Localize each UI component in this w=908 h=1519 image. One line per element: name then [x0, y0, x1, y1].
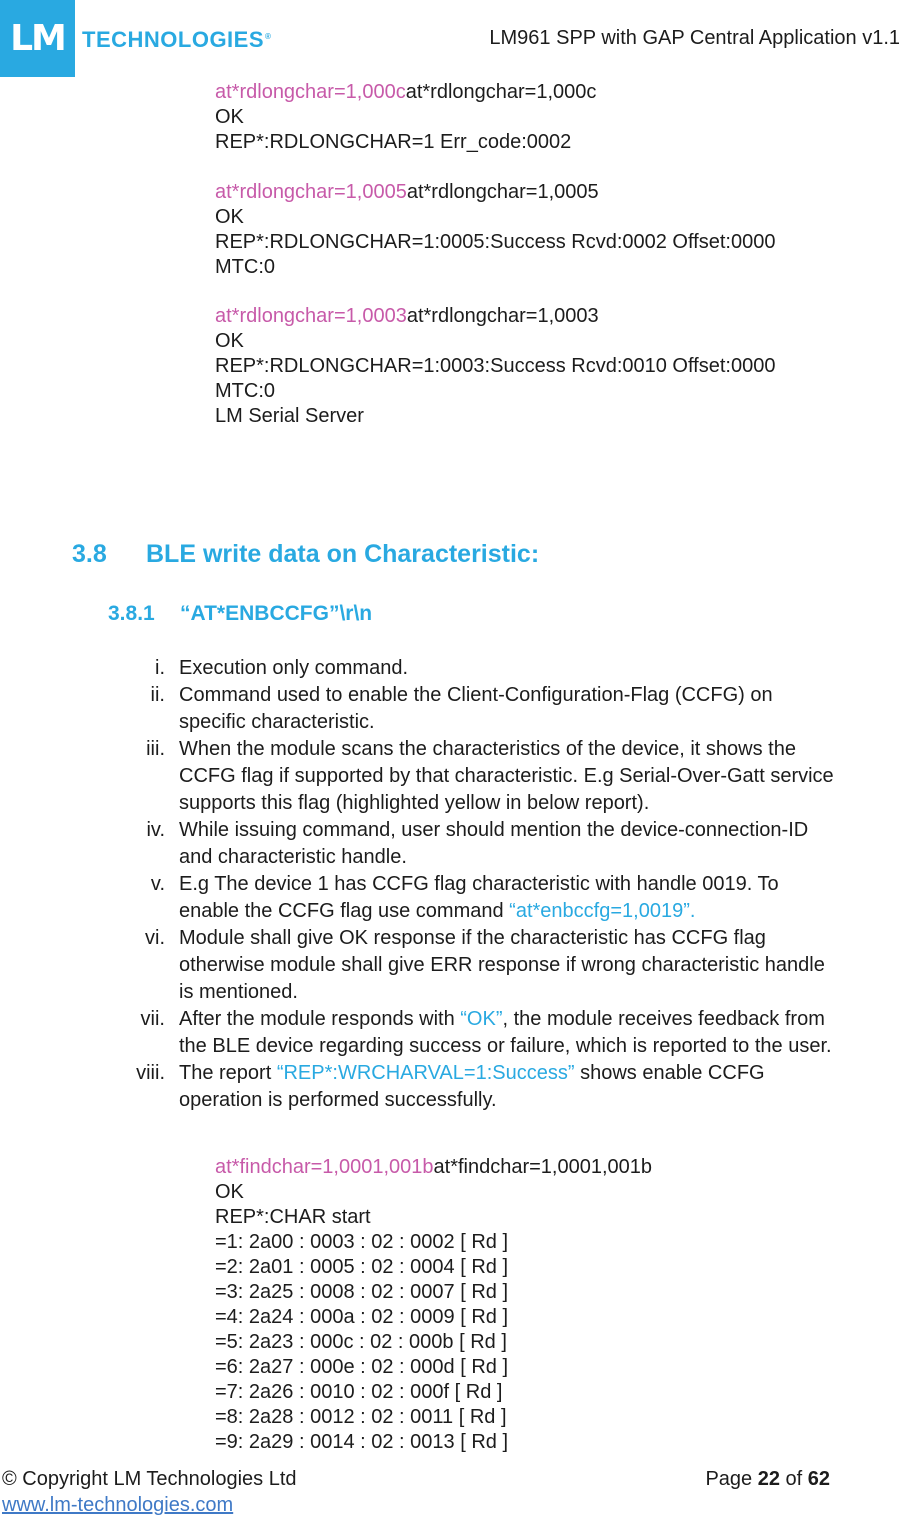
log-line [215, 1405, 507, 1429]
list-item-number: vi. [145, 927, 165, 949]
log-text: OK [215, 106, 244, 128]
echoed-command: at*rdlongchar=1,0005 [215, 181, 407, 203]
highlighted-command: “REP*:WRCHARVAL=1:Success” [276, 1062, 575, 1084]
log-line [215, 1155, 652, 1179]
list-item [0, 817, 839, 871]
log-text: =7: 2a26 : 0010 : 02 : 000f [ Rd ] [215, 1381, 503, 1403]
highlighted-command: “at*enbccfg=1,0019”. [509, 900, 696, 922]
list-item-text: E.g The device 1 has CCFG flag characteristic with handle 0019. To enable the CCFG flag use command [179, 873, 779, 922]
footer-website-link[interactable]: www.lm-technologies.com [2, 1494, 234, 1516]
list-item-text: Execution only command. [179, 657, 409, 679]
logo-wordmark: TECHNOLOGIES [82, 27, 265, 52]
log-line [215, 354, 775, 378]
list-item-text: Command used to enable the Client-Configuration-Flag (CCFG) on specific characteristic. [179, 684, 773, 733]
list-item-text: When the module scans the characteristics of the device, it shows the CCFG flag if supported by that characteristic. E.g Serial-Over-Gatt service supports this flag (highlighted yellow in below report). [179, 738, 834, 814]
list-item-text: shows enable CCFG operation is performed successfully. [179, 1062, 765, 1111]
log-line [215, 1280, 508, 1304]
list-item-text: , the module receives feedback from the BLE device regarding success or failure, which is reported to the user. [179, 1008, 832, 1057]
log-text: REP*:CHAR start [215, 1206, 371, 1228]
log-line [215, 1230, 508, 1254]
list-item-text: While issuing command, user should mention the device-connection-ID and characteristic handle. [179, 819, 809, 868]
log-text: =6: 2a27 : 000e : 02 : 000d [ Rd ] [215, 1356, 508, 1378]
list-item [0, 655, 839, 682]
log-text: OK [215, 330, 244, 352]
footer-copyright: © Copyright LM Technologies Ltd [2, 1468, 297, 1490]
log-line [215, 1255, 508, 1279]
log-line [215, 1305, 508, 1329]
subsection-title: “AT*ENBCCFG”\r\n [180, 602, 373, 625]
log-line [215, 205, 244, 229]
list-item-number: v. [150, 873, 165, 895]
log-text: =5: 2a23 : 000c : 02 : 000b [ Rd ] [215, 1331, 507, 1353]
log-text: OK [215, 206, 244, 228]
echoed-command: at*rdlongchar=1,0003 [215, 305, 407, 327]
current-page: 22 [757, 1468, 780, 1490]
section-number: 3.8 [72, 540, 107, 568]
list-item-number: iii. [146, 738, 165, 760]
echoed-command: at*rdlongchar=1,000c [215, 81, 406, 103]
highlighted-command: “OK” [460, 1008, 503, 1030]
total-pages: 62 [807, 1468, 830, 1490]
footer-page-number [705, 1468, 830, 1491]
log-line [215, 404, 364, 428]
list-item-number: ii. [150, 684, 165, 706]
log-text: LM Serial Server [215, 405, 364, 427]
log-line [215, 105, 244, 129]
subsection-heading [108, 602, 372, 626]
log-text: at*rdlongchar=1,0003 [406, 305, 599, 327]
logo-text [82, 27, 271, 53]
log-line [215, 180, 599, 204]
log-line [215, 255, 275, 279]
log-text: at*findchar=1,0001,001b [433, 1156, 653, 1178]
log-text: MTC:0 [215, 380, 275, 402]
log-text: =2: 2a01 : 0005 : 02 : 0004 [ Rd ] [215, 1256, 508, 1278]
log-line [215, 1330, 507, 1354]
list-item-number: i. [155, 657, 165, 679]
log-line [215, 1430, 508, 1454]
list-item-number: vii. [140, 1008, 165, 1030]
log-line [215, 130, 571, 154]
echoed-command: at*findchar=1,0001,001b [215, 1156, 434, 1178]
log-line [215, 80, 596, 104]
log-line [215, 1380, 502, 1404]
log-line [215, 379, 275, 403]
log-text: =3: 2a25 : 0008 : 02 : 0007 [ Rd ] [215, 1281, 508, 1303]
log-text: =9: 2a29 : 0014 : 02 : 0013 [ Rd ] [215, 1431, 508, 1453]
log-line [215, 1205, 371, 1229]
page-prefix: Page [705, 1468, 758, 1490]
log-text: MTC:0 [215, 256, 275, 278]
list-item [0, 871, 839, 925]
log-line [215, 329, 244, 353]
list-item [0, 736, 839, 817]
log-line [215, 1355, 508, 1379]
log-text: REP*:RDLONGCHAR=1:0005:Success Rcvd:0002 Offset:0000 [215, 231, 776, 253]
logo-mark: LM [0, 0, 75, 77]
log-line [215, 304, 599, 328]
log-line [215, 1180, 244, 1204]
list-item-text: The report [179, 1062, 277, 1084]
list-item [0, 1060, 839, 1114]
list-item [0, 925, 839, 1006]
log-text: OK [215, 1181, 244, 1203]
log-text: REP*:RDLONGCHAR=1:0003:Success Rcvd:0010 Offset:0000 [215, 355, 776, 377]
log-text: at*rdlongchar=1,0005 [406, 181, 599, 203]
log-text: at*rdlongchar=1,000c [405, 81, 597, 103]
page-of: of [779, 1468, 808, 1490]
log-text: =8: 2a28 : 0012 : 02 : 0011 [ Rd ] [215, 1406, 507, 1428]
subsection-number: 3.8.1 [108, 602, 155, 625]
instruction-list [0, 655, 839, 1114]
list-item-text: After the module responds with [179, 1008, 461, 1030]
log-text: =4: 2a24 : 000a : 02 : 0009 [ Rd ] [215, 1306, 508, 1328]
log-text: =1: 2a00 : 0003 : 02 : 0002 [ Rd ] [215, 1231, 508, 1253]
list-item [0, 1006, 839, 1060]
list-item-text: Module shall give OK response if the characteristic has CCFG flag otherwise module shall give ERR response if wrong characteristic handle is mentioned. [179, 927, 825, 1003]
log-line [215, 230, 775, 254]
section-title: BLE write data on Characteristic: [146, 540, 540, 568]
list-item-number: viii. [136, 1062, 165, 1084]
trademark-symbol: ® [265, 31, 272, 41]
document-title: LM961 SPP with GAP Central Application v1.1 [489, 27, 900, 49]
list-item [0, 682, 839, 736]
log-text: REP*:RDLONGCHAR=1 Err_code:0002 [215, 131, 572, 153]
list-item-number: iv. [146, 819, 165, 841]
section-heading [72, 540, 539, 569]
